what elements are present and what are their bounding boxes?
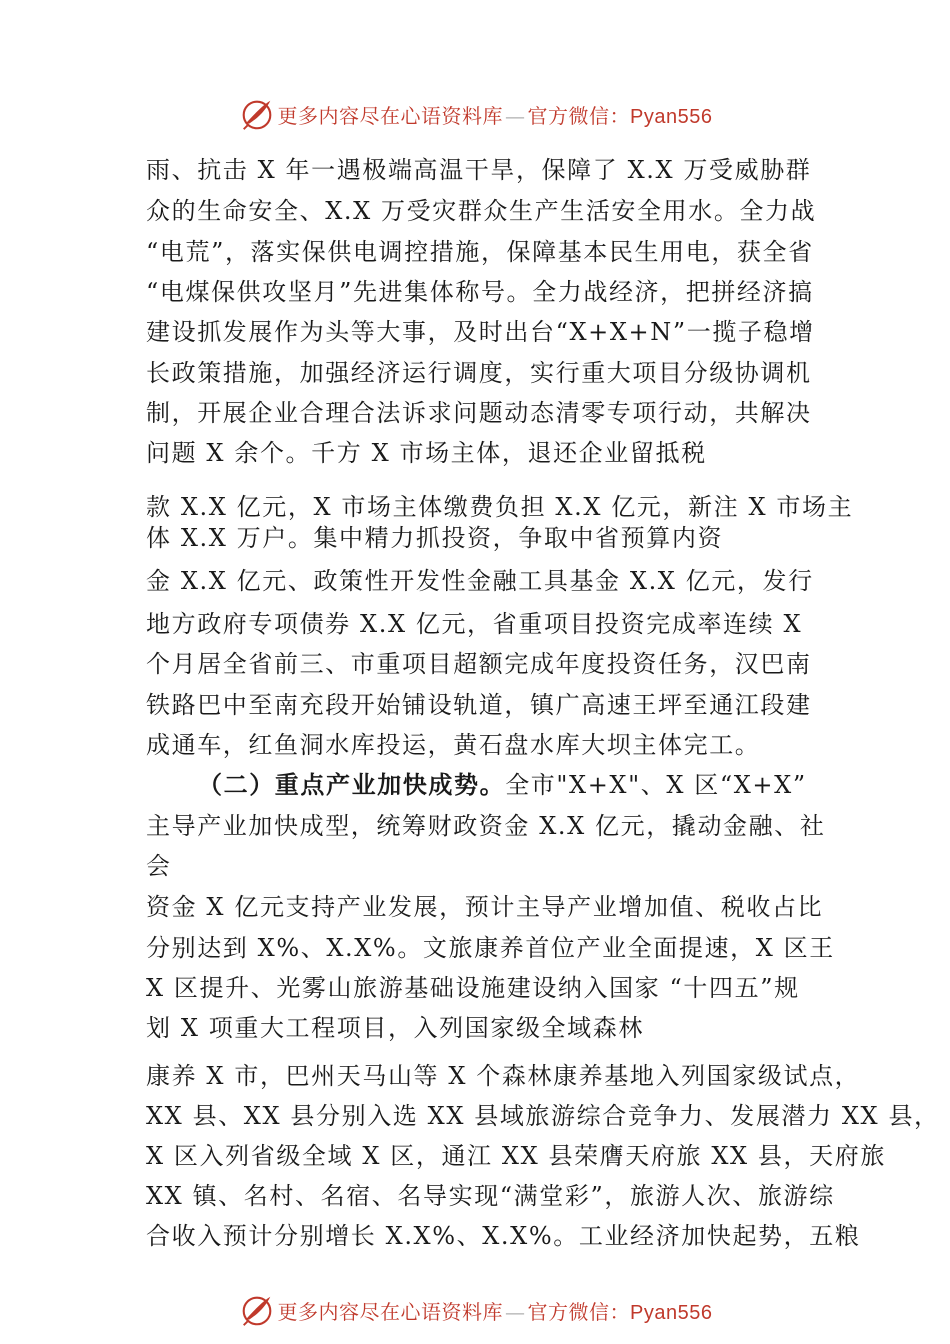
text-line: 资金 X 亿元支持产业发展，预计主导产业增加值、税收占比 bbox=[146, 893, 824, 921]
footer-banner-dash: — bbox=[505, 1299, 526, 1324]
text-line: 合收入预计分别增长 X.X%、X.X%。工业经济加快起势，五粮 bbox=[146, 1222, 861, 1250]
text-line: “电荒”，落实保供电调控措施，保障基本民生用电，获全省 bbox=[146, 238, 814, 266]
header-banner bbox=[0, 94, 950, 134]
footer-banner bbox=[0, 1290, 950, 1330]
text-line: 分别达到 X%、X.X%。文旅康养首位产业全面提速，X 区王 bbox=[146, 934, 835, 962]
section-heading: （二）重点产业加快成势。 bbox=[198, 770, 506, 799]
header-banner-title: 更多内容尽在心语资料库 bbox=[277, 103, 504, 128]
text-line: 主导产业加快成型，统筹财政资金 X.X 亿元，撬动金融、社 bbox=[146, 812, 826, 840]
text-line: 款 X.X 亿元，X 市场主体缴费负担 X.X 亿元，新注 X 市场主 bbox=[146, 493, 854, 521]
text-line: 体 X.X 万户。集中精力抓投资，争取中省预算内资 bbox=[146, 524, 724, 552]
text-line: XX 镇、名村、名宿、名导实现“满堂彩”，旅游人次、旅游综 bbox=[146, 1182, 835, 1210]
text-line: X 区入列省级全域 X 区，通江 XX 县荣膺天府旅 XX 县，天府旅 bbox=[146, 1142, 886, 1170]
header-banner-text bbox=[278, 100, 713, 129]
text-line: X 区提升、光雾山旅游基础设施建设纳入国家 “十四五”规 bbox=[146, 974, 800, 1002]
section-heading-rest: 全市"X+X"、X 区“X+X” bbox=[505, 771, 807, 799]
text-line: 雨、抗击 X 年一遇极端高温干旱，保障了 X.X 万受威胁群 bbox=[146, 156, 812, 184]
text-line: “电煤保供攻坚月”先进集体称号。全力战经济，把拼经济搞 bbox=[146, 278, 814, 306]
feather-pen-logo-icon bbox=[238, 1291, 276, 1329]
text-line: 问题 X 余个。千方 X 市场主体，退还企业留抵税 bbox=[146, 439, 707, 467]
text-line: 个月居全省前三、市重项目超额完成年度投资任务，汉巴南 bbox=[146, 650, 812, 678]
footer-banner-contact: 官方微信：Pyan556 bbox=[527, 1301, 713, 1324]
header-banner-dash: — bbox=[505, 103, 526, 128]
text-line: 铁路巴中至南充段开始铺设轨道，镇广高速王坪至通江段建 bbox=[146, 691, 812, 719]
feather-pen-logo-icon bbox=[238, 95, 276, 133]
header-banner-contact: 官方微信：Pyan556 bbox=[527, 105, 713, 128]
text-line: 地方政府专项债券 X.X 亿元，省重项目投资完成率连续 X bbox=[146, 610, 803, 638]
text-line: 长政策措施，加强经济运行调度，实行重大项目分级协调机 bbox=[146, 359, 812, 387]
text-line: 制，开展企业合理合法诉求问题动态清零专项行动，共解决 bbox=[146, 399, 812, 427]
text-line: 成通车，红鱼洞水库投运，黄石盘水库大坝主体完工。 bbox=[146, 731, 761, 759]
text-line: 建设抓发展作为头等大事，及时出台“X+X+N”一揽子稳增 bbox=[146, 318, 815, 346]
footer-banner-text bbox=[278, 1296, 713, 1325]
text-line: 金 X.X 亿元、政策性开发性金融工具基金 X.X 亿元，发行 bbox=[146, 567, 814, 595]
text-line: XX 县、XX 县分别入选 XX 县域旅游综合竞争力、发展潜力 XX 县， bbox=[146, 1102, 940, 1130]
text-line: 康养 X 市，巴州天马山等 X 个森林康养基地入列国家级试点， bbox=[146, 1062, 861, 1090]
footer-banner-title: 更多内容尽在心语资料库 bbox=[277, 1299, 504, 1324]
text-line: 划 X 项重大工程项目，入列国家级全域森林 bbox=[146, 1014, 644, 1042]
section-heading-line bbox=[198, 769, 807, 801]
text-line: 会 bbox=[146, 852, 172, 880]
text-line: 众的生命安全、X.X 万受灾群众生产生活安全用水。全力战 bbox=[146, 197, 817, 225]
